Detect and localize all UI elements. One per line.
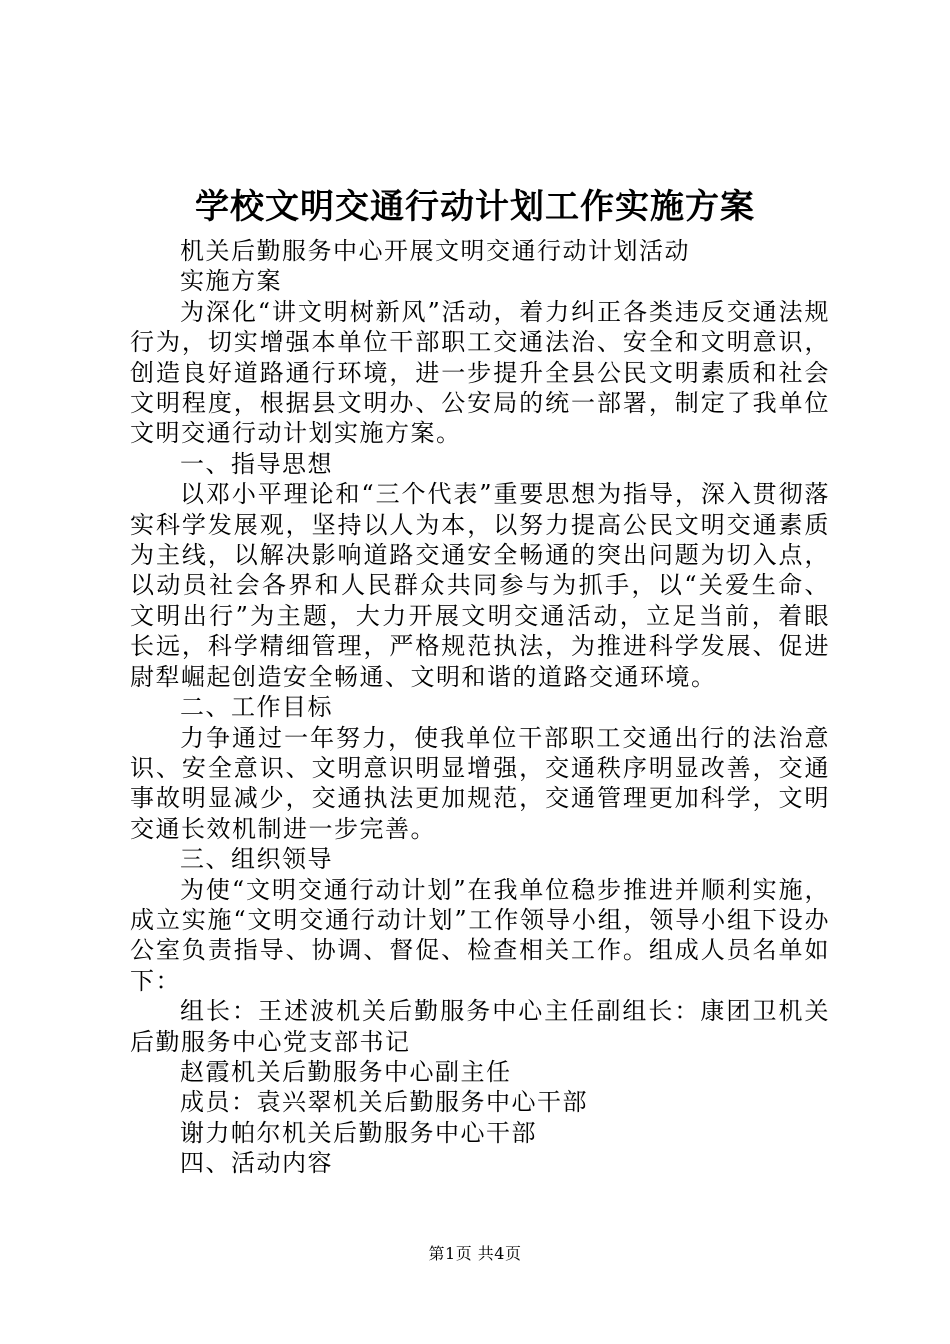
paragraph-member-1: 成员：袁兴翠机关后勤服务中心干部: [180, 1088, 588, 1117]
section-heading-work-goal: 二、工作目标: [180, 693, 333, 722]
paragraph-deputy: 赵霞机关后勤服务中心副主任: [180, 1057, 512, 1086]
section-heading-guiding-thought: 一、指导思想: [180, 449, 333, 478]
paragraph-leaders: 组长：王述波机关后勤服务中心主任副组长：康团卫机关后勤服务中心党支部书记: [130, 997, 830, 1056]
page-number-footer: 第1页 共4页: [428, 1244, 522, 1263]
paragraph-member-2: 谢力帕尔机关后勤服务中心干部: [180, 1118, 537, 1147]
section-heading-activities: 四、活动内容: [180, 1149, 333, 1178]
section-heading-organization: 三、组织领导: [180, 845, 333, 874]
paragraph-subtitle-1: 机关后勤服务中心开展文明交通行动计划活动: [180, 237, 690, 265]
paragraph-guiding-thought: 以邓小平理论和“三个代表”重要思想为指导，深入贯彻落实科学发展观，坚持以人为本，以努力提高公民文明交通素质为主线，以解决影响道路交通安全畅通的突出问题为切入点，以动员社会各界和人民群众共同参与为抓手，以“关爱生命、文明出行”为主题，大力开展文明交通活动，立足当前，着眼长远，科学精细管理，严格规范执法，为推进科学发展、促进尉犁崛起创造安全畅通、文明和谐的道路交通环境。: [130, 480, 830, 691]
paragraph-intro: 为深化“讲文明树新风”活动，着力纠正各类违反交通法规行为，切实增强本单位干部职工交通法治、安全和文明意识，创造良好道路通行环境，进一步提升全县公民文明素质和社会文明程度，根据县文明办、公安局的统一部署，制定了我单位文明交通行动计划实施方案。: [130, 297, 830, 448]
paragraph-work-goal: 力争通过一年努力，使我单位干部职工交通出行的法治意识、安全意识、文明意识明显增强，交通秩序明显改善，交通事故明显减少，交通执法更加规范，交通管理更加科学，文明交通长效机制进一步完善。: [130, 723, 830, 843]
document-body: [130, 236, 830, 1179]
document-title: 学校文明交通行动计划工作实施方案: [195, 187, 755, 227]
paragraph-organization: 为使“文明交通行动计划”在我单位稳步推进并顺利实施，成立实施“文明交通行动计划”工作领导小组，领导小组下设办公室负责指导、协调、督促、检查相关工作。组成人员名单如下：: [130, 875, 830, 995]
paragraph-subtitle-2: 实施方案: [180, 267, 282, 296]
